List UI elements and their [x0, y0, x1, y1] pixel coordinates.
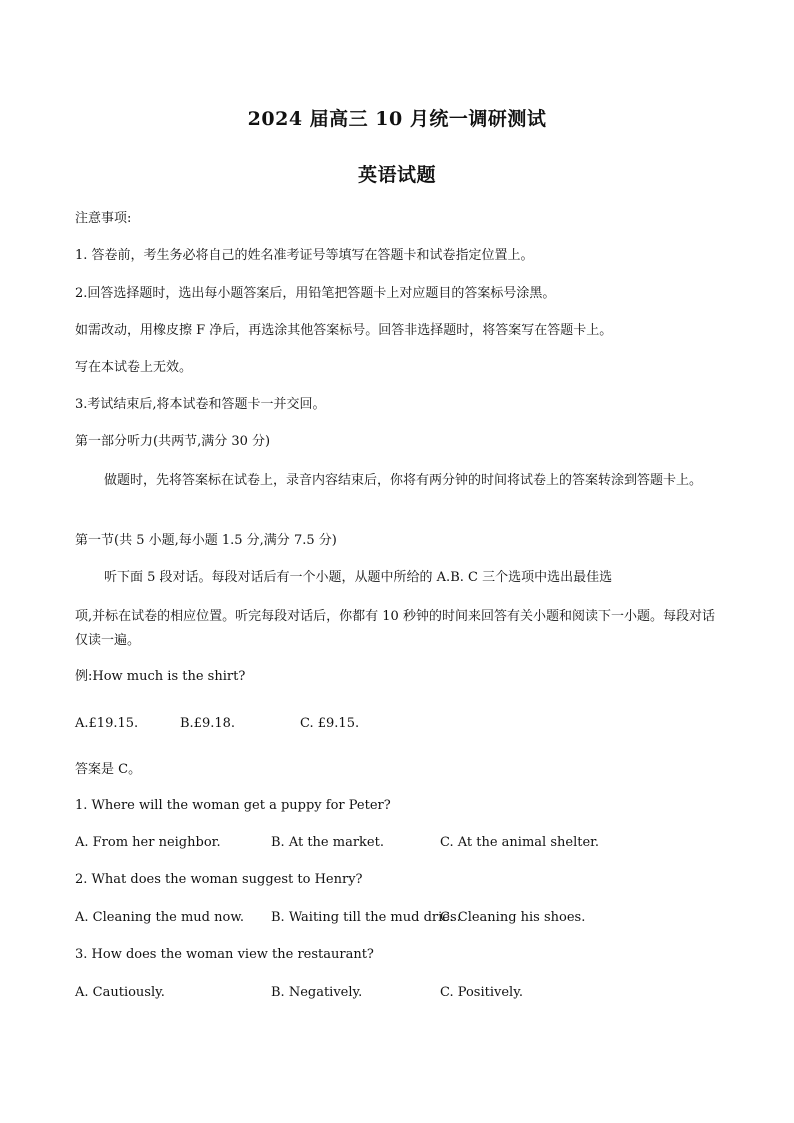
question-2-option-b: B. Waiting till the mud dries.	[271, 910, 461, 925]
example-option-a: A.£19.15.	[75, 716, 139, 731]
section1-heading: 第一节(共 5 小题,每小题 1.5 分,满分 7.5 分)	[75, 533, 337, 548]
question-3-option-c: C. Positively.	[440, 985, 523, 1000]
example-question: 例:How much is the shirt?	[75, 669, 246, 684]
question-2: 2. What does the woman suggest to Henry?	[75, 872, 363, 887]
question-1-option-b: B. At the market.	[271, 835, 384, 850]
question-3-option-b: B. Negatively.	[271, 985, 363, 1000]
question-2-option-c: C. Cleaning his shoes.	[440, 910, 586, 925]
question-1-option-a: A. From her neighbor.	[75, 835, 221, 850]
part1-instructions: 做题时，先将答案标在试卷上，录音内容结束后，你将有两分钟的时间将试卷上的答案转涂到答题卡上。	[104, 473, 703, 488]
notes-item-2-cont: 如需改动，用橡皮擦 F 净后，再选涂其他答案标号。回答非选择题时，将答案写在答题卡上。	[75, 323, 613, 338]
notes-item-1: 1. 答卷前，考生务必将自己的姓名准考证号等填写在答题卡和试卷指定位置上。	[75, 248, 534, 263]
section1-instructions-line1: 听下面 5 段对话。每段对话后有一个小题，从题中所给的 A.B. C 三个选项中选出最佳选	[104, 570, 613, 585]
question-3: 3. How does the woman view the restaurant?	[75, 947, 374, 962]
question-1: 1. Where will the woman get a puppy for Peter?	[75, 798, 391, 813]
section1-instructions-line2: 项,并标在试卷的相应位置。听完每段对话后，你都有 10 秒钟的时间来回答有关小题和阅读下一小题。每段对话仅读一遍。	[75, 609, 715, 648]
page-subtitle: 英语试题	[357, 164, 436, 186]
notes-item-2-cont2: 写在本试卷上无效。	[75, 360, 193, 375]
question-2-option-a: A. Cleaning the mud now.	[75, 910, 245, 925]
example-option-c: C. £9.15.	[300, 716, 360, 731]
page-title: 2024 届高三 10 月统一调研测试	[247, 108, 547, 130]
question-3-option-a: A. Cautiously.	[75, 985, 165, 1000]
question-1-option-c: C. At the animal shelter.	[440, 835, 600, 850]
example-answer: 答案是 C。	[75, 762, 142, 777]
example-option-b: B.£9.18.	[180, 716, 236, 731]
part1-heading: 第一部分听力(共两节,满分 30 分)	[75, 434, 271, 449]
notes-heading: 注意事项:	[75, 211, 132, 226]
notes-item-2: 2.回答选择题时，选出每小题答案后，用铅笔把答题卡上对应题目的答案标号涂黑。	[75, 286, 556, 301]
notes-item-3: 3.考试结束后,将本试卷和答题卡一并交回。	[75, 397, 326, 412]
